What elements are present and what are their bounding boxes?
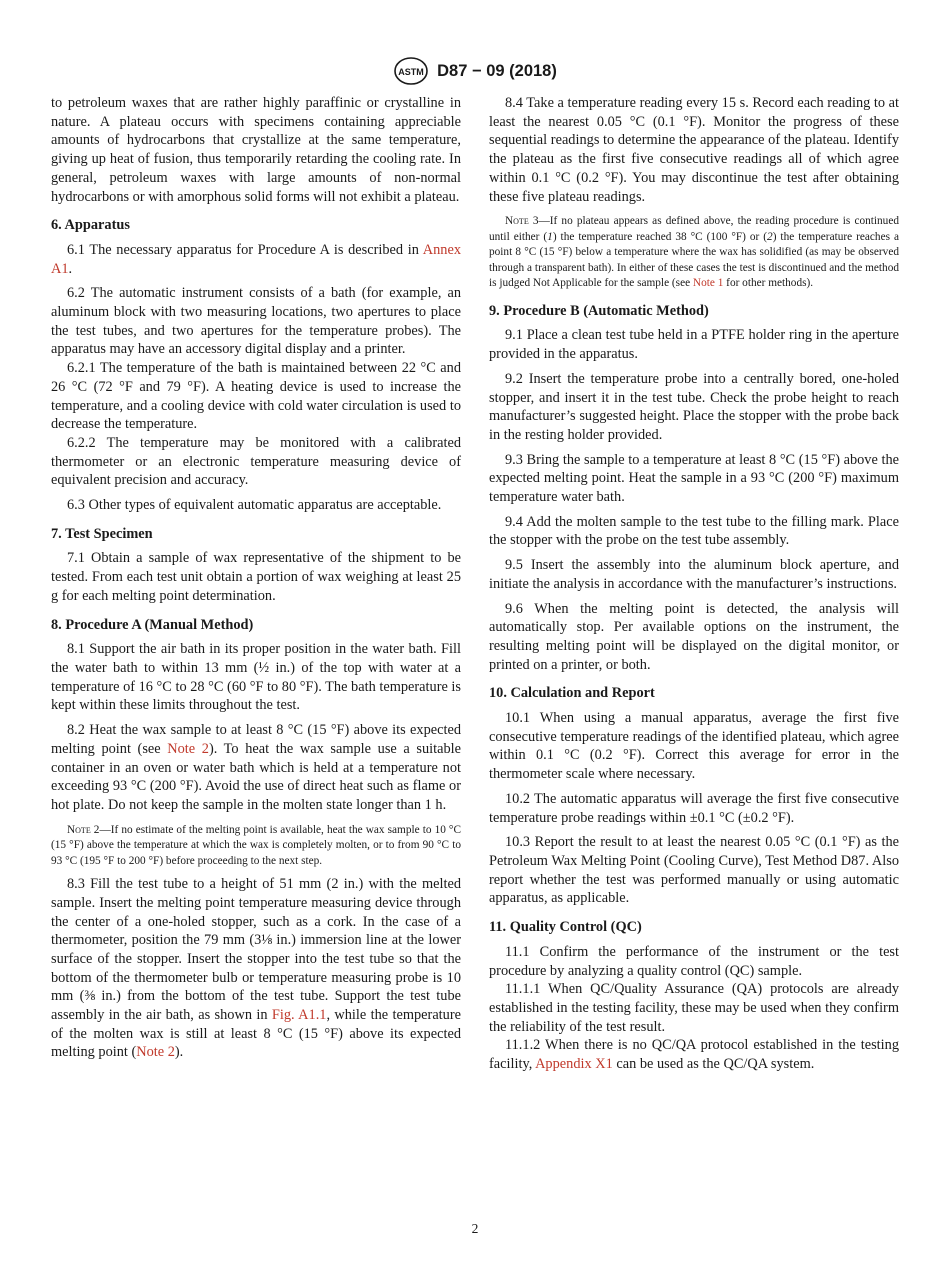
paragraph-10-2: 10.2 The automatic apparatus will average the first five consecutive temperature probe readings within ±0.1 °C (±0.2 °F). (489, 790, 899, 826)
note-3-label: Note 3 (505, 215, 539, 228)
paragraph-9-4: 9.4 Add the molten sample to the test tube to the filling mark. Place the stopper with the probe on the test tube assembly. (489, 513, 899, 549)
left-column (51, 94, 461, 1062)
paragraph-11-1-1: 11.1.1 When QC/Quality Assurance (QA) protocols are already established in the testing facility, these may be used when they confirm the reliability of the test result. (489, 981, 899, 1035)
note-2: Note 2—If no estimate of the melting point is available, heat the wax sample to 10 °C (15 °F) above the temperature at which the wax is completely molten, or to from 90 °C to 93 °C (195 °F to 200 °F) before proceeding to the next step. (51, 823, 461, 867)
document-designation: D87 − 09 (2018) (437, 61, 557, 80)
paragraph-8-4: 8.4 Take a temperature reading every 15 s. Record each reading to at least the nearest 0.05 °C (0.1 °F). Monitor the progress of these sequential readings to determine the appearance of the plateau. Identify the plateau as the first five consecutive readings all of which agree within 0.1 °C (0.2 °F). You may discontinue the test after obtaining these five plateau readings. (489, 95, 899, 205)
paragraph-6-3: 6.3 Other types of equivalent automatic apparatus are acceptable. (67, 497, 442, 514)
paragraph-8-3: 8.3 Fill the test tube to a height of 51 mm (2 in.) with the melted sample. Insert the melting point temperature measuring device through the center of a one-holed stopper, such as a cork. In the case of a thermometer, position the 79 mm (3⅛ in.) immersion line at the lower surface of the stopper. Insert the stopper into the test tube so that the bottom of the thermometer bulb or temperature measuring probe is 10 mm (⅜ in.) from the bottom of the test tube. Support the test tube assembly in the air bath, as shown in Fig. A1.1, while the temperature of the molten wax is still at least 8 °C (15 °F) above its expected melting point (Note 2). (51, 876, 461, 1061)
paragraph-7-1: 7.1 Obtain a sample of wax representative of the shipment to be tested. From each test unit obtain a portion of wax weighing at least 25 g for each melting point determination. (51, 550, 461, 604)
section-8-heading: 8. Procedure A (Manual Method) (51, 616, 254, 633)
note-1-link[interactable]: Note 1 (692, 277, 724, 290)
note-3: Note 3—If no plateau appears as defined above, the reading procedure is continued until either (1) the temperature reached 38 °C (100 °F) or (2) the temperature reaches a point 8 °C (15 °F) below a temperature where the wax has solidified (as may be observed through a transparent bath). In either of these cases the test is discontinued and the method is judged Not Applicable for the sample (see Note 1 for other methods). (489, 215, 899, 290)
section-7-heading: 7. Test Specimen (51, 525, 153, 542)
fig-a1-1-link[interactable]: Fig. A1.1 (271, 1007, 327, 1024)
section-11-heading: 11. Quality Control (QC) (489, 919, 642, 936)
paragraph-9-3: 9.3 Bring the sample to a temperature at least 8 °C (15 °F) above the expected melting point. Heat the sample in a 93 °C (200 °F) maximum temperature water bath. (489, 451, 899, 506)
paragraph-6-2-2: 6.2.2 The temperature may be monitored with a calibrated thermometer or an electronic temperature measuring device of equivalent precision and accuracy. (51, 434, 461, 489)
logo-text: ASTM (398, 67, 424, 77)
appendix-x1-link[interactable]: Appendix X1 (535, 1056, 613, 1073)
right-column (489, 94, 899, 1074)
paragraph-11-1-2: 11.1.2 When there is no QC/QA protocol established in the testing facility, Appendix X1 can be used as the QC/QA system. (489, 1037, 899, 1073)
page-header (0, 56, 950, 86)
paragraph-6-2-1: 6.2.1 The temperature of the bath is maintained between 22 °C and 26 °C (72 °F and 79 °F). A heating device is used to increase the temperature, and a cooling device with cold water circulation is used to decrease the temperature. (51, 360, 461, 433)
note-2-label: Note 2 (67, 823, 100, 836)
paragraph-8-2: 8.2 Heat the wax sample to at least 8 °C (15 °F) above its expected melting point (see Note 2). To heat the wax sample use a suitable container in an oven or water bath which is held at a temperature not exceeding 93 °C (200 °F). Avoid the use of direct heat such as flame or hot plate. Do not keep the sample in the molten state longer than 1 h. (51, 722, 461, 813)
annex-a1-link[interactable]: Annex A1 (51, 241, 461, 277)
paragraph-8-1: 8.1 Support the air bath in its proper position in the water bath. Fill the water bath to within 13 mm (½ in.) of the top with water at a temperature of 16 °C to 28 °C (60 °F to 80 °F). The bath temperature is kept within these limits throughout the test. (51, 641, 461, 714)
section-9-heading: 9. Procedure B (Automatic Method) (489, 302, 709, 319)
page-number: 2 (471, 1221, 479, 1236)
astm-logo-icon (393, 56, 429, 86)
paragraph-9-5: 9.5 Insert the assembly into the aluminum block aperture, and initiate the analysis in accordance with the manufacturer’s instructions. (489, 557, 899, 592)
paragraph-9-2: 9.2 Insert the temperature probe into a centrally bored, one-holed stopper, and insert it in the test tube. Check the probe height to reach manufacturer’s suggested height. Place the stopper with the probe back in the resting holder provided. (489, 370, 899, 443)
paragraph-10-3: 10.3 Report the result to at least the nearest 0.05 °C (0.1 °F) as the Petroleum Wax Melting Point (Cooling Curve), Test Method D87. Also report whether the test was performed manually or using automatic apparatus, as applicable. (489, 834, 899, 907)
section-10-heading: 10. Calculation and Report (489, 685, 655, 702)
paragraph-9-1: 9.1 Place a clean test tube held in a PTFE holder ring in the aperture provided in the apparatus. (489, 327, 899, 363)
paragraph-11-1: 11.1 Confirm the performance of the instrument or the test procedure by analyzing a quality control (QC) sample. (489, 943, 899, 979)
paragraph-9-6: 9.6 When the melting point is detected, the analysis will automatically stop. Per available options on the instrument, the resulting melting point will be displayed on the digital monitor, or printed on a printer, or both. (489, 600, 899, 673)
paragraph-6-2: 6.2 The automatic instrument consists of a bath (for example, an aluminum block with two measuring locations, two apertures to place the test tubes, and two apertures for the temperature probes). The apparatus may have an accessory digital display and a printer. (51, 285, 461, 358)
note-2-link[interactable]: Note 2 (136, 1044, 175, 1061)
intro-paragraph: to petroleum waxes that are rather highly paraffinic or crystalline in nature. A plateau occurs with specimens containing appreciable amounts of hydrocarbons that crystallize at the same temperature, giving up heat of fusion, thus temporarily retarding the cooling rate. In general, petroleum waxes with large amounts of non-normal hydrocarbons or with amorphous solid forms will not exhibit a plateau. (51, 95, 461, 205)
paragraph-10-1: 10.1 When using a manual apparatus, average the first five consecutive temperature readings of the identified plateau, which agree within 0.1 °C (0.2 °F). Correct this average for error in the thermometer scale where necessary. (489, 710, 899, 783)
note-2-link[interactable]: Note 2 (167, 740, 209, 757)
section-6-heading: 6. Apparatus (51, 217, 130, 234)
paragraph-6-1: 6.1 The necessary apparatus for Procedure A is described in Annex A1. (51, 241, 461, 277)
